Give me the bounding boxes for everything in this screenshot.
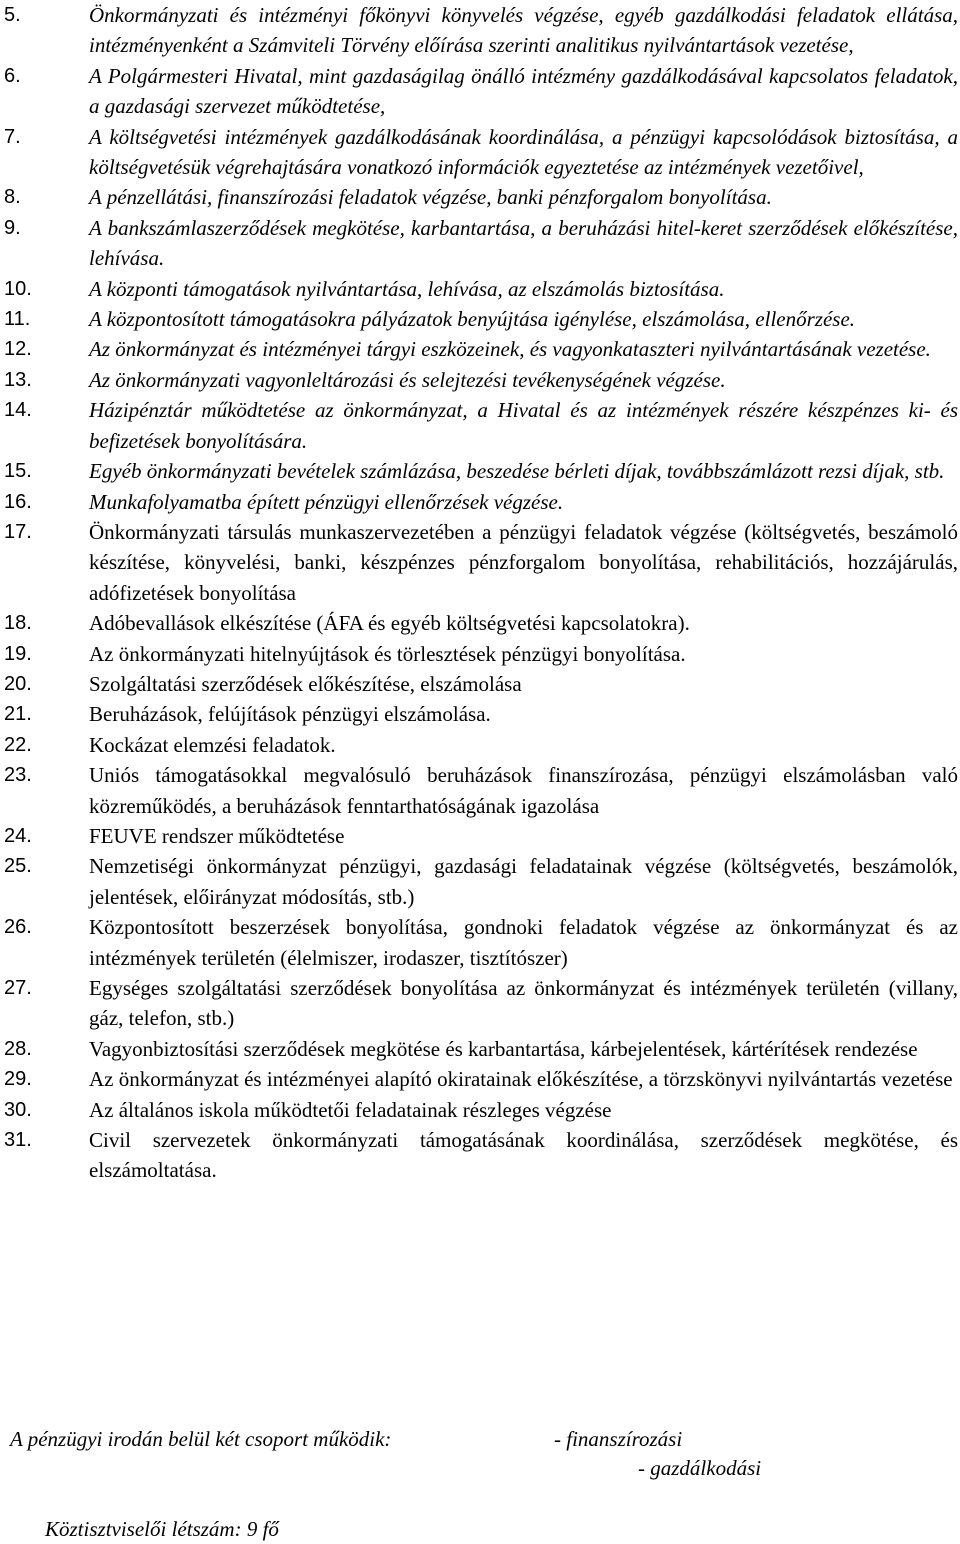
item-number: 23. [4, 764, 32, 787]
item-text: Nemzetiségi önkormányzat pénzügyi, gazdasági feladatainak végzése (költségvetés, beszámolók, jelentések, előirányzat módosítás, stb.) [89, 854, 958, 909]
item-number: 22. [4, 733, 32, 756]
list-item [0, 0, 958, 61]
item-number: 21. [4, 703, 32, 726]
list-item [0, 456, 958, 486]
item-number: 29. [4, 1068, 32, 1091]
item-number: 16. [4, 490, 32, 513]
item-text: A központi támogatások nyilvántartása, lehívása, az elszámolás biztosítása. [89, 276, 725, 301]
item-text: Az önkormányzat és intézményei alapító okiratainak előkészítése, a törzskönyvi nyilvántartás vezetése [89, 1067, 953, 1092]
list-item [0, 304, 958, 334]
item-number: 30. [4, 1098, 32, 1121]
item-text: Önkormányzati társulás munkaszervezetében a pénzügyi feladatok végzése (költségvetés, beszámoló készítése, könyvelési, banki, készpénzes pénzforgalom bonyolítása, rehabilitációs, hozzájárulás, adófizetések bonyolítása [89, 519, 958, 605]
item-text: Az önkormányzati hitelnyújtások és törlesztések pénzügyi bonyolítása. [89, 641, 686, 666]
item-text: Egyéb önkormányzati bevételek számlázása, beszedése bérleti díjak, továbbszámlázott rezsi díjak, stb. [89, 459, 945, 484]
item-text: A bankszámlaszerződések megkötése, karbantartása, a beruházási hitel-keret szerződések előkészítése, lehívása. [89, 215, 958, 271]
item-text: Szolgáltatási szerződések előkészítése, elszámolása [89, 671, 522, 696]
item-number: 28. [4, 1037, 32, 1060]
item-number: 8. [4, 186, 21, 209]
item-number: 27. [4, 977, 32, 999]
item-number: 31. [4, 1129, 32, 1152]
item-text: Az önkormányzat és intézményei tárgyi eszközeinek, és vagyonkataszteri nyilvántartásának vezetése. [89, 337, 931, 362]
item-text: Adóbevallások elkészítése (ÁFA és egyéb költségvetési kapcsolatokra). [89, 611, 690, 636]
list-item [0, 213, 958, 274]
list-item [0, 912, 958, 973]
item-number: 13. [4, 368, 32, 391]
item-text: FEUVE rendszer működtetése [89, 823, 345, 848]
list-item [0, 760, 958, 821]
list-item [0, 61, 958, 122]
item-text: Az általános iskola működtetői feladatainak részleges végzése [89, 1097, 612, 1122]
item-number: 15. [4, 460, 32, 483]
item-text: Az önkormányzati vagyonleltározási és selejtezési tevékenységének végzése. [89, 367, 726, 392]
list-item [0, 608, 958, 638]
item-text: Házipénztár működtetése az önkormányzat, a Hivatal és az intézmények részére készpénzes ki- és befizetések bonyolítására. [89, 398, 958, 453]
list-item [0, 1034, 958, 1064]
item-number: 19. [4, 642, 32, 665]
item-text: Kockázat elemzési feladatok. [89, 732, 336, 757]
list-item [0, 1064, 958, 1094]
list-item [0, 365, 958, 395]
list-item [0, 1095, 958, 1125]
item-number: 5. [4, 4, 21, 26]
list-item [0, 821, 958, 851]
list-item [0, 122, 958, 183]
item-number: 25. [4, 855, 32, 878]
item-text: Uniós támogatásokkal megvalósuló beruházások finanszírozása, pénzügyi elszámolásban való közreműködés, a beruházások fenntarthatóságának igazolása [89, 763, 958, 818]
list-item [0, 1125, 958, 1186]
list-item [0, 182, 958, 212]
list-item [0, 639, 958, 669]
list-item [0, 669, 958, 699]
item-number: 7. [4, 125, 21, 148]
item-text: Beruházások, felújítások pénzügyi elszámolása. [89, 702, 491, 727]
item-number: 11. [4, 308, 31, 331]
list-item [0, 274, 958, 304]
item-number: 24. [4, 824, 32, 847]
list-item [0, 973, 958, 1034]
list-item [0, 730, 958, 760]
item-number: 18. [4, 612, 32, 635]
item-text: Civil szervezetek önkormányzati támogatásának koordinálása, szerződések megkötése, és elszámoltatása. [89, 1128, 958, 1183]
item-text: Egységes szolgáltatási szerződések bonyolítása az önkormányzat és intézmények területén (villany, gáz, telefon, stb.) [89, 976, 958, 1031]
item-number: 9. [4, 216, 21, 239]
list-item [0, 699, 958, 729]
staff-count: Köztisztviselői létszám: 9 fő [45, 1517, 279, 1541]
item-text: A pénzellátási, finanszírozási feladatok végzése, banki pénzforgalom bonyolítása. [89, 185, 772, 210]
item-text: A központosított támogatásokra pályázatok benyújtása igénylése, elszámolása, ellenőrzése. [89, 307, 856, 332]
item-text: Munkafolyamatba épített pénzügyi ellenőrzések végzése. [89, 489, 564, 514]
group-gazdalkodasi: - gazdálkodási [638, 1456, 762, 1480]
item-number: 10. [4, 277, 32, 300]
item-number: 17. [4, 520, 32, 543]
item-number: 6. [4, 64, 21, 87]
item-number: 14. [4, 399, 32, 422]
item-text: A Polgármesteri Hivatal, mint gazdaságilag önálló intézmény gazdálkodásával kapcsolatos feladatok, a gazdasági szervezet működtetése, [89, 63, 958, 119]
list-item [0, 487, 958, 517]
list-item [0, 851, 958, 912]
list-item [0, 334, 958, 364]
list-item [0, 517, 958, 608]
group-finanszirozasi: - finanszírozási [554, 1427, 683, 1451]
item-number: 20. [4, 672, 32, 695]
item-text: Központosított beszerzések bonyolítása, gondnoki feladatok végzése az önkormányzat és az intézmények területén (élelmiszer, irodaszer, tisztítószer) [89, 915, 958, 970]
item-number: 12. [4, 338, 32, 361]
item-text: A költségvetési intézmények gazdálkodásának koordinálása, a pénzügyi kapcsolódások biztosítása, a költségvetésük végrehajtására vonatkozó információk egyeztetése az intézmények vezetőivel, [89, 124, 958, 180]
item-number: 26. [4, 916, 32, 939]
item-text: Önkormányzati és intézményi főkönyvi könyvelés végzése, egyéb gazdálkodási feladatok ellátása, intézményenként a Számviteli Törvény előírása szerinti analitikus nyilvántartások vezetése, [89, 3, 958, 58]
item-text: Vagyonbiztosítási szerződések megkötése és karbantartása, kárbejelentések, kártérítések rendezése [89, 1036, 918, 1061]
list-item [0, 395, 958, 456]
groups-label: A pénzügyi irodán belül két csoport működik: [10, 1427, 392, 1451]
